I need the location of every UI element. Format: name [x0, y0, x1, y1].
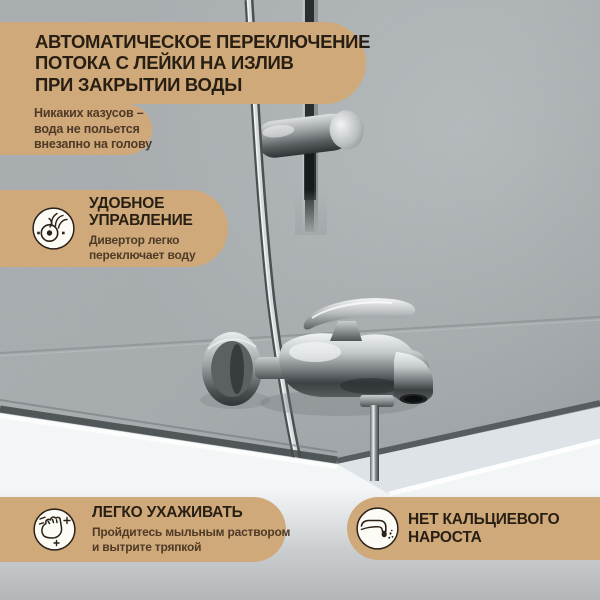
- feature-badge-no-limescale: [347, 497, 600, 560]
- headline-line: ПРИ ЗАКРЫТИИ ВОДЫ: [35, 73, 243, 95]
- headline-panel: [0, 22, 371, 104]
- feature-desc: переключает воду: [89, 247, 196, 262]
- feature-title: УПРАВЛЕНИЕ: [89, 212, 193, 229]
- feature-title: НЕТ КАЛЬЦИЕВОГО: [408, 510, 560, 528]
- feature-text: [89, 195, 196, 263]
- feature-title: НАРОСТА: [408, 528, 482, 546]
- subheadline-panel: [0, 104, 152, 155]
- hand-wiping-icon: [33, 508, 76, 551]
- feature-text: [408, 511, 559, 547]
- feature-title: УДОБНОЕ: [89, 194, 165, 212]
- hand-turning-knob-icon: [32, 207, 75, 250]
- feature-text: [92, 504, 290, 555]
- feature-title: ЛЕГКО УХАЖИВАТЬ: [92, 504, 243, 522]
- headline-line: АВТОМАТИЧЕСКОЕ ПЕРЕКЛЮЧЕНИЕ: [35, 30, 371, 52]
- feature-badge-control: [0, 190, 228, 267]
- subheadline-line: Никаких казусов –: [34, 106, 144, 121]
- spout-drop-icon: [356, 507, 399, 550]
- feature-badge-easy-care: [0, 497, 291, 562]
- feature-desc: Дивертор легко: [89, 232, 180, 247]
- subheadline-line: вода не польется: [34, 121, 140, 136]
- subheadline-line: внезапно на голову: [34, 137, 152, 152]
- down-pipe: [370, 405, 379, 481]
- wall-escutcheon: [202, 332, 262, 406]
- feature-desc: Пройдитесь мыльным раствором: [92, 524, 291, 539]
- feature-desc: и вытрите тряпкой: [92, 539, 202, 554]
- headline-line: ПОТОКА С ЛЕЙКИ НА ИЗЛИВ: [35, 52, 294, 74]
